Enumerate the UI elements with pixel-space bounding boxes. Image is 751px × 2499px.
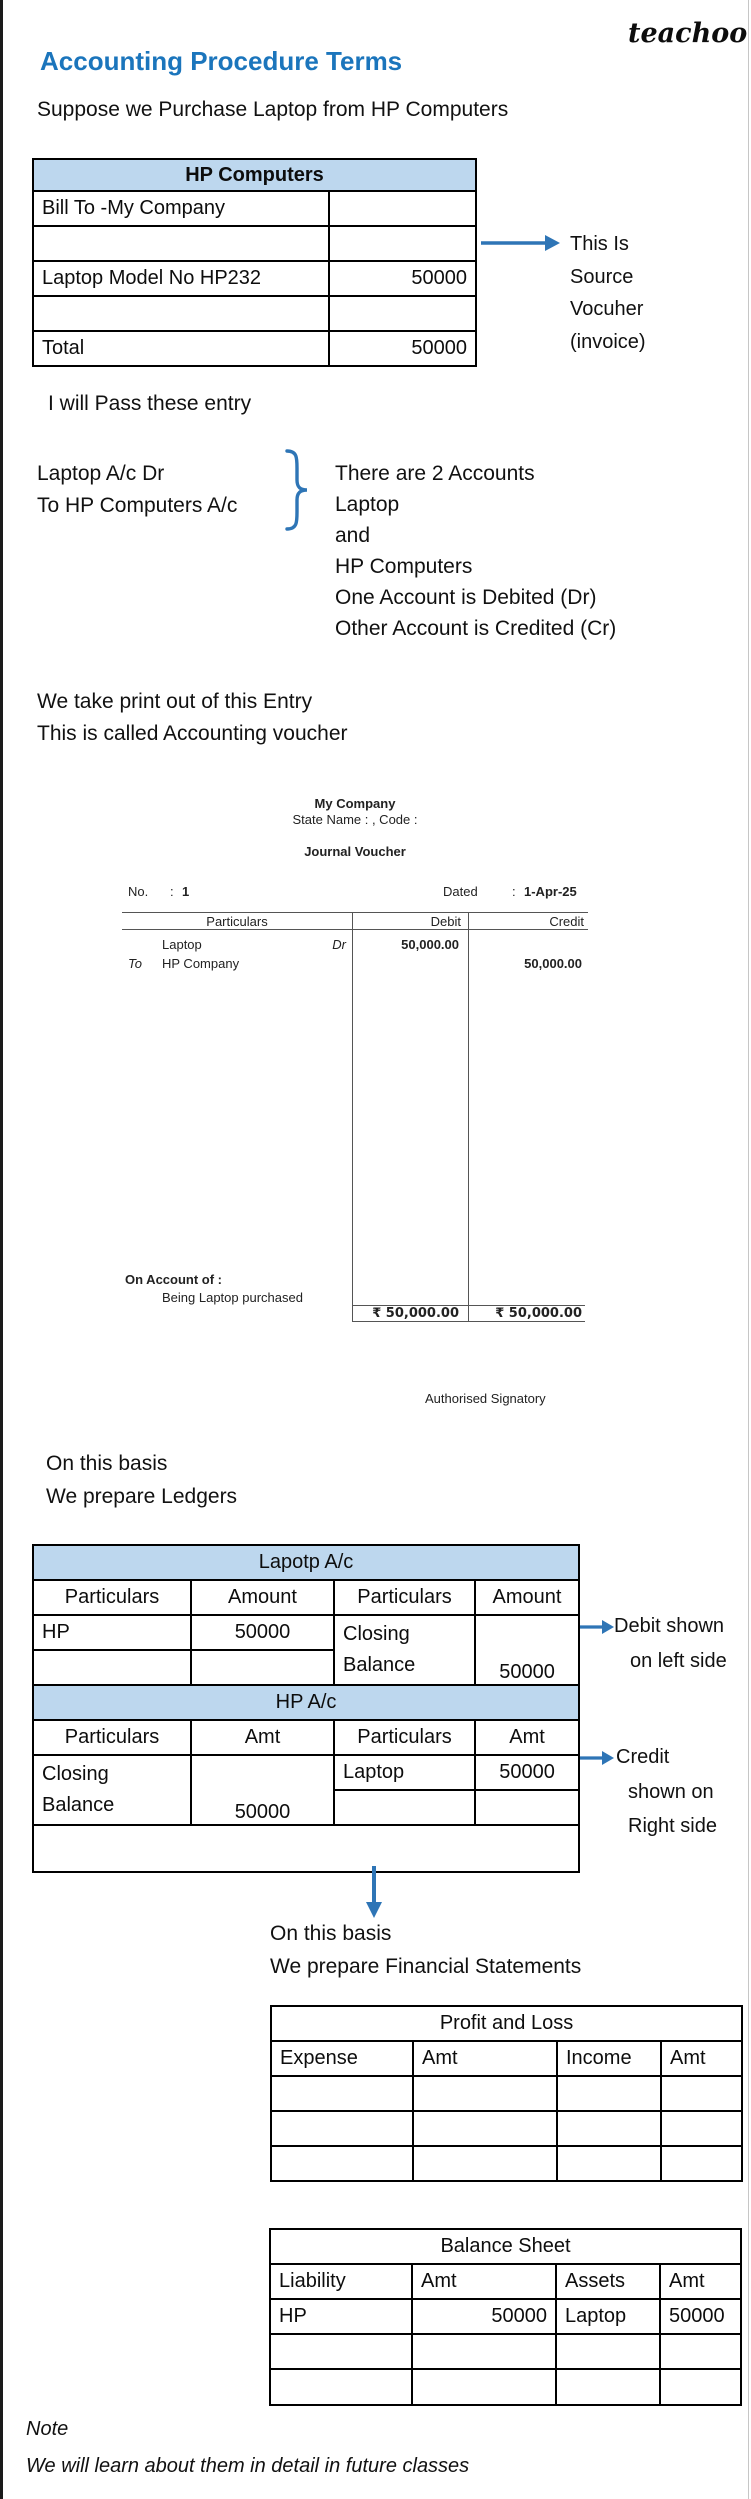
ledger-cell-text: Closing <box>343 1623 410 1645</box>
pnl-header-cell: Income <box>557 2041 661 2076</box>
bs-header-cell: Amt <box>660 2264 741 2299</box>
pnl-cell <box>413 2146 557 2181</box>
credit-annotation-line: Right side <box>628 1815 717 1837</box>
invoice-cell: Laptop Model No HP232 <box>33 261 329 296</box>
table-row <box>270 2334 741 2369</box>
bs-cell: 50000 <box>660 2299 741 2334</box>
pnl-cell <box>661 2146 742 2181</box>
pnl-cell <box>271 2146 413 2181</box>
bs-cell: HP <box>270 2299 412 2334</box>
ledger-cell-text: Closing <box>42 1763 109 1785</box>
bs-cell <box>556 2369 660 2405</box>
invoice-header: HP Computers <box>33 159 476 191</box>
voucher-state-line: State Name : , Code : <box>292 812 418 827</box>
voucher-company: My Company <box>314 796 396 811</box>
table-row <box>33 191 476 226</box>
balance-sheet-title: Balance Sheet <box>270 2229 741 2264</box>
accounts-note-line: One Account is Debited (Dr) <box>335 586 597 609</box>
invoice-cell: 50000 <box>329 331 476 366</box>
ledger-header-cell: Amt <box>475 1720 579 1755</box>
bs-cell: 50000 <box>412 2299 556 2334</box>
balance-sheet-table <box>269 2228 742 2406</box>
table-row <box>33 1580 579 1615</box>
ledger-header-cell: Particulars <box>33 1720 191 1755</box>
accounts-note-line: There are 2 Accounts <box>335 462 535 485</box>
bs-cell <box>412 2369 556 2405</box>
credit-annotation-line: Credit <box>616 1746 670 1768</box>
ledger-header-cell: Particulars <box>334 1720 475 1755</box>
voucher-row2-name: HP Company <box>162 956 240 971</box>
ledger-cell <box>334 1615 475 1685</box>
ledger-hp-title: HP A/c <box>33 1685 579 1720</box>
right-arrow-icon <box>481 232 561 254</box>
accounts-note-line: Other Account is Credited (Cr) <box>335 617 617 640</box>
invoice-cell: 50000 <box>329 261 476 296</box>
table-row <box>271 2111 742 2146</box>
bs-cell <box>270 2369 412 2405</box>
page-title: Accounting Procedure Terms <box>40 46 403 76</box>
invoice-table <box>32 158 477 367</box>
voucher-total-debit: ₹ 50,000.00 <box>372 1306 459 1321</box>
voucher-total-bottomline <box>352 1321 585 1322</box>
invoice-cell: Bill To -My Company <box>33 191 329 226</box>
invoice-cell <box>329 191 476 226</box>
right-arrow-icon <box>580 1749 614 1767</box>
ledger-intro-line: We prepare Ledgers <box>46 1485 238 1508</box>
debit-annotation-line: Debit shown <box>614 1615 725 1637</box>
voucher-col-credit: Credit <box>549 914 584 929</box>
voucher-signatory: Authorised Signatory <box>425 1391 546 1406</box>
ledger-header-cell: Particulars <box>334 1580 475 1615</box>
ledger-cell <box>33 1650 191 1685</box>
pnl-cell <box>557 2146 661 2181</box>
table-row <box>33 1755 579 1790</box>
pnl-header-cell: Amt <box>661 2041 742 2076</box>
bs-cell: Laptop <box>556 2299 660 2334</box>
ledger-header-cell: Amount <box>191 1580 334 1615</box>
entry-line: Laptop A/c Dr <box>37 462 165 485</box>
table-row <box>33 1720 579 1755</box>
invoice-cell: Total <box>33 331 329 366</box>
voucher-no-value: 1 <box>182 884 190 899</box>
table-row <box>270 2369 741 2405</box>
voucher-on-account-label: On Account of : <box>125 1272 223 1287</box>
pnl-cell <box>661 2111 742 2146</box>
voucher-no-label: No. <box>128 884 149 899</box>
pnl-header-cell: Amt <box>413 2041 557 2076</box>
down-arrow-icon <box>365 1866 383 1918</box>
pnl-title: Profit and Loss <box>271 2006 742 2041</box>
voucher-header-topline <box>122 912 588 913</box>
ledger-cell: 50000 <box>475 1615 579 1685</box>
ledger-cell <box>334 1790 475 1825</box>
accounts-note-line: HP Computers <box>335 555 473 578</box>
table-row <box>271 2146 742 2181</box>
pnl-cell <box>271 2076 413 2111</box>
ledger-cell: 50000 <box>191 1615 334 1650</box>
pnl-cell <box>271 2111 413 2146</box>
pnl-cell <box>661 2076 742 2111</box>
ledger-cell: HP <box>33 1615 191 1650</box>
page-subtitle: Suppose we Purchase Laptop from HP Computers <box>37 98 509 121</box>
right-border-line <box>748 0 749 2499</box>
debit-annotation-line: on left side <box>630 1650 727 1672</box>
ledger-cell <box>33 1755 191 1825</box>
table-row <box>33 296 476 331</box>
right-arrow-icon <box>580 1618 614 1636</box>
table-row <box>270 2264 741 2299</box>
ledger-table <box>32 1544 580 1873</box>
footer-note-line: We will learn about them in detail in future classes <box>26 2455 470 2477</box>
table-row <box>271 2041 742 2076</box>
voucher-dated-label: Dated <box>443 884 478 899</box>
curly-brace-icon <box>283 448 311 532</box>
voucher-dated-colon: : <box>512 884 516 899</box>
table-row <box>33 331 476 366</box>
entry-line: To HP Computers A/c <box>37 494 238 517</box>
voucher-divider-line <box>352 913 353 1321</box>
print-note-line: This is called Accounting voucher <box>37 722 348 745</box>
table-row <box>33 261 476 296</box>
bs-cell <box>556 2334 660 2369</box>
ledger-cell-text: Balance <box>42 1794 115 1816</box>
voucher-header-bottomline <box>122 929 588 930</box>
left-border-bar <box>0 0 3 2499</box>
ledger-header-cell: Amount <box>475 1580 579 1615</box>
accounts-note-line: Laptop <box>335 493 400 516</box>
source-note-line: Vocuher <box>570 298 644 320</box>
ledger-empty-row <box>33 1825 579 1872</box>
voucher-no-colon: : <box>170 884 174 899</box>
source-note-line: This Is <box>570 233 629 255</box>
ledger-cell: Laptop <box>334 1755 475 1790</box>
pnl-cell <box>413 2111 557 2146</box>
source-note-line: (invoice) <box>570 331 646 353</box>
ledger-header-cell: Amt <box>191 1720 334 1755</box>
accounts-note-line: and <box>335 524 371 547</box>
financials-intro-line: On this basis <box>270 1922 392 1945</box>
source-note-line: Source <box>570 266 634 288</box>
voucher-row1-debit-amount: 50,000.00 <box>401 937 459 952</box>
voucher-divider-line <box>468 913 469 1321</box>
bs-cell <box>660 2334 741 2369</box>
invoice-cell <box>33 296 329 331</box>
ledger-header-cell: Particulars <box>33 1580 191 1615</box>
financials-intro-line: We prepare Financial Statements <box>270 1955 582 1978</box>
pnl-cell <box>557 2076 661 2111</box>
voucher-col-debit: Debit <box>430 914 461 929</box>
ledger-cell <box>475 1790 579 1825</box>
pnl-cell <box>413 2076 557 2111</box>
ledger-laptop-title: Lapotp A/c <box>33 1545 579 1580</box>
voucher-dated-value: 1-Apr-25 <box>524 884 577 899</box>
voucher-row1-name: Laptop <box>162 937 202 952</box>
ledger-cell-text: Balance <box>343 1654 416 1676</box>
credit-annotation-line: shown on <box>628 1781 714 1803</box>
bs-cell <box>412 2334 556 2369</box>
table-row <box>271 2076 742 2111</box>
print-note-line: We take print out of this Entry <box>37 690 313 713</box>
table-row <box>270 2299 741 2334</box>
footer-note-heading: Note <box>26 2418 69 2440</box>
ledger-cell: 50000 <box>475 1755 579 1790</box>
pnl-table <box>270 2005 743 2182</box>
voucher-row2-credit-amount: 50,000.00 <box>524 956 582 971</box>
pnl-cell <box>557 2111 661 2146</box>
bs-header-cell: Amt <box>412 2264 556 2299</box>
bs-header-cell: Assets <box>556 2264 660 2299</box>
invoice-cell <box>33 226 329 261</box>
invoice-cell <box>329 296 476 331</box>
table-row <box>33 226 476 261</box>
bs-header-cell: Liability <box>270 2264 412 2299</box>
voucher-row2-to: To <box>128 956 142 971</box>
voucher-total-credit: ₹ 50,000.00 <box>495 1306 582 1321</box>
pnl-header-cell: Expense <box>271 2041 413 2076</box>
voucher-row1-dr: Dr <box>332 937 346 952</box>
bs-cell <box>270 2334 412 2369</box>
voucher-narration: Being Laptop purchased <box>162 1290 303 1305</box>
teachoo-logo: teachoo <box>628 18 748 49</box>
ledger-intro-line: On this basis <box>46 1452 168 1475</box>
voucher-title: Journal Voucher <box>304 844 406 859</box>
voucher-col-particulars: Particulars <box>206 914 268 929</box>
ledger-cell <box>191 1650 334 1685</box>
entry-heading: I will Pass these entry <box>48 392 252 415</box>
ledger-cell: 50000 <box>191 1755 334 1825</box>
invoice-cell <box>329 226 476 261</box>
table-row <box>33 1615 579 1650</box>
bs-cell <box>660 2369 741 2405</box>
